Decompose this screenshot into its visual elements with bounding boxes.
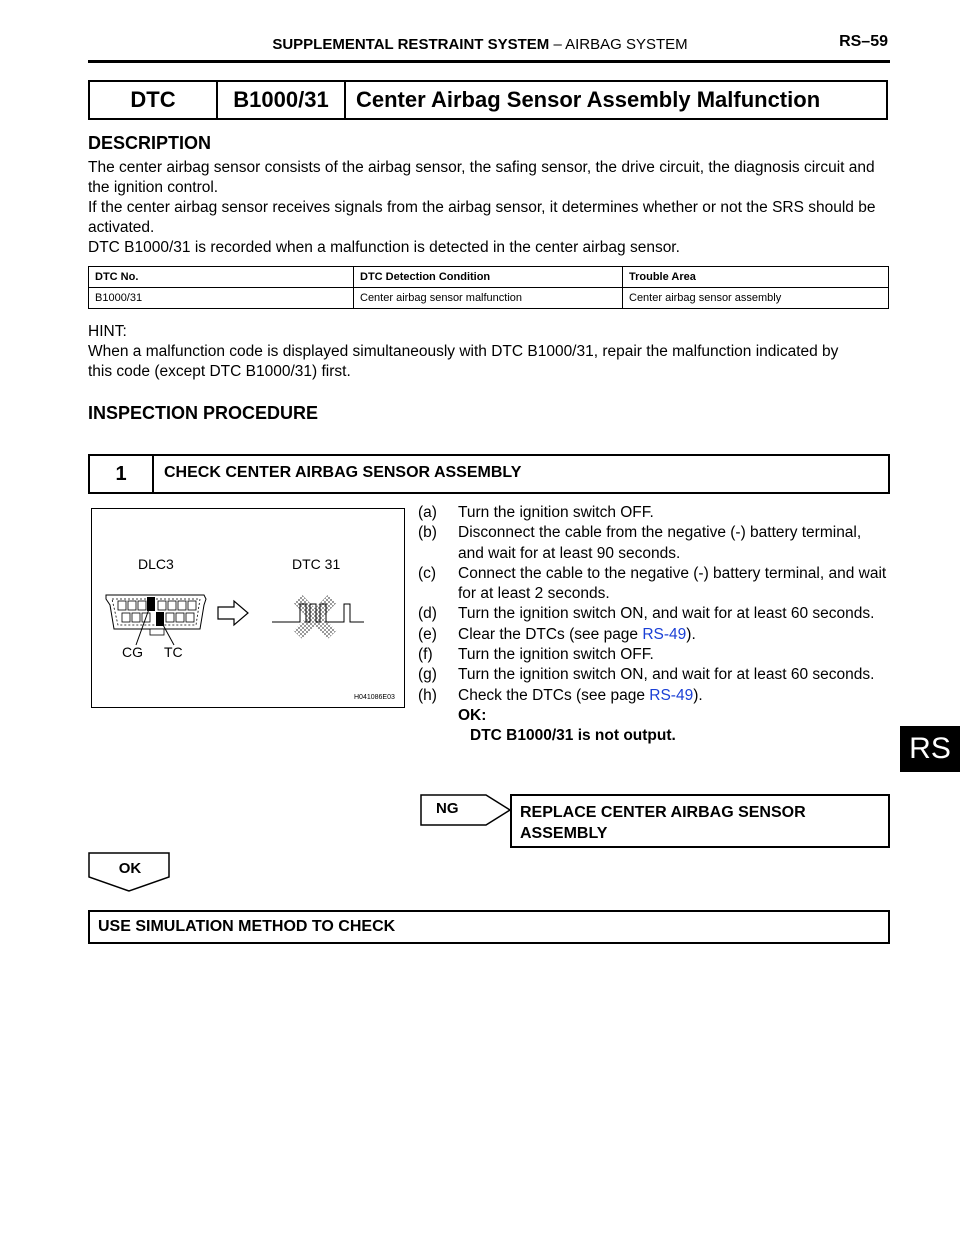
step-text bbox=[458, 625, 696, 645]
list-item bbox=[418, 523, 888, 564]
step-text: Disconnect the cable from the negative (-) battery terminal, and wait for at least 90 seconds. bbox=[458, 524, 862, 562]
dtc-title: Center Airbag Sensor Assembly Malfunction bbox=[356, 87, 821, 112]
step-label: (g) bbox=[418, 666, 437, 684]
dtc-label: DTC bbox=[90, 82, 218, 118]
table-cell: B1000/31 bbox=[89, 288, 354, 309]
table-cell: Center airbag sensor assembly bbox=[623, 288, 889, 309]
table-header-row bbox=[89, 267, 889, 288]
list-item bbox=[418, 665, 888, 685]
hint-text: When a malfunction code is displayed simultaneously with DTC B1000/31, repair the malfunction indicated by this code (except DTC B1000/31) first. bbox=[88, 343, 839, 380]
arrow-right-icon bbox=[218, 601, 248, 625]
step-label: (a) bbox=[418, 504, 437, 521]
description-text bbox=[88, 158, 890, 258]
final-action-box: USE SIMULATION METHOD TO CHECK bbox=[88, 910, 890, 944]
section-tab: RS bbox=[900, 726, 960, 772]
tc-label: TC bbox=[164, 644, 183, 660]
dtc-table bbox=[88, 266, 889, 309]
step-text bbox=[458, 686, 703, 706]
description-heading: DESCRIPTION bbox=[88, 133, 212, 153]
step-box bbox=[88, 454, 890, 494]
step-label: (f) bbox=[418, 646, 433, 664]
list-item bbox=[418, 625, 888, 645]
list-item bbox=[418, 604, 888, 624]
dtc-title-box bbox=[88, 80, 888, 120]
list-item bbox=[418, 503, 888, 523]
figure-reference: H041086E03 bbox=[354, 694, 395, 701]
description-paragraph: If the center airbag sensor receives signals from the airbag sensor, it determines whether or not the SRS should be activated. bbox=[88, 199, 876, 236]
dtc-code: B1000/31 bbox=[218, 82, 346, 118]
table-header-cell: DTC Detection Condition bbox=[354, 267, 623, 288]
dtc31-waveform bbox=[272, 599, 364, 635]
step-text-post: ). bbox=[693, 686, 703, 704]
hint-label: HINT: bbox=[88, 323, 127, 340]
header-title-rest: – AIRBAG SYSTEM bbox=[549, 36, 688, 53]
ok-flow-label: OK bbox=[118, 860, 142, 877]
step-text: Turn the ignition switch ON, and wait for at least 60 seconds. bbox=[458, 605, 875, 623]
step-text-post: ). bbox=[686, 625, 696, 643]
description-paragraph: DTC B1000/31 is recorded when a malfunction is detected in the center airbag sensor. bbox=[88, 239, 680, 256]
dlc3-diagram bbox=[92, 509, 404, 707]
ng-action-box: REPLACE CENTER AIRBAG SENSOR ASSEMBLY bbox=[510, 794, 890, 848]
step-text: Turn the ignition switch OFF. bbox=[458, 646, 654, 664]
page-number: RS–59 bbox=[839, 33, 888, 50]
step-text-pre: Clear the DTCs (see page bbox=[458, 625, 643, 643]
list-item bbox=[418, 645, 888, 665]
step-text-pre: Check the DTCs (see page bbox=[458, 686, 650, 704]
step-title: CHECK CENTER AIRBAG SENSOR ASSEMBLY bbox=[164, 464, 522, 481]
step-text: Turn the ignition switch ON, and wait for at least 60 seconds. bbox=[458, 666, 875, 684]
inspection-heading: INSPECTION PROCEDURE bbox=[88, 403, 319, 423]
cg-label: CG bbox=[122, 644, 143, 660]
step-label: (e) bbox=[418, 625, 437, 643]
running-header bbox=[0, 36, 960, 53]
page-link-rs49[interactable]: RS-49 bbox=[649, 686, 694, 704]
ok-label: OK: bbox=[458, 706, 487, 724]
step-label: (c) bbox=[418, 564, 437, 582]
table-header-cell: Trouble Area bbox=[623, 267, 889, 288]
step-label: (b) bbox=[418, 524, 437, 542]
dlc3-figure bbox=[91, 508, 405, 708]
header-title-bold: SUPPLEMENTAL RESTRAINT SYSTEM bbox=[272, 36, 550, 53]
ng-label: NG bbox=[436, 800, 459, 817]
step-number: 1 bbox=[90, 456, 154, 492]
dtc31-label: DTC 31 bbox=[292, 556, 341, 572]
step-label: (d) bbox=[418, 605, 437, 623]
description-paragraph: The center airbag sensor consists of the airbag sensor, the safing sensor, the drive circuit, the diagnosis circuit and the ignition control. bbox=[88, 159, 875, 196]
table-cell: Center airbag sensor malfunction bbox=[354, 288, 623, 309]
table-header-cell: DTC No. bbox=[89, 267, 354, 288]
dlc3-label: DLC3 bbox=[138, 556, 174, 572]
list-item bbox=[418, 686, 888, 706]
header-rule bbox=[88, 60, 890, 63]
list-item bbox=[418, 564, 888, 605]
step-label: (h) bbox=[418, 686, 437, 704]
step-text: Turn the ignition switch OFF. bbox=[458, 504, 654, 521]
table-row bbox=[89, 288, 889, 309]
dlc3-connector bbox=[106, 595, 206, 635]
page-link-rs49[interactable]: RS-49 bbox=[642, 625, 687, 643]
ok-criteria: DTC B1000/31 is not output. bbox=[470, 727, 676, 745]
procedure-steps bbox=[418, 503, 888, 747]
hint-block bbox=[88, 322, 848, 382]
ng-arrow-icon bbox=[420, 794, 512, 830]
step-text: Connect the cable to the negative (-) battery terminal, and wait for at least 2 seconds. bbox=[458, 564, 887, 603]
